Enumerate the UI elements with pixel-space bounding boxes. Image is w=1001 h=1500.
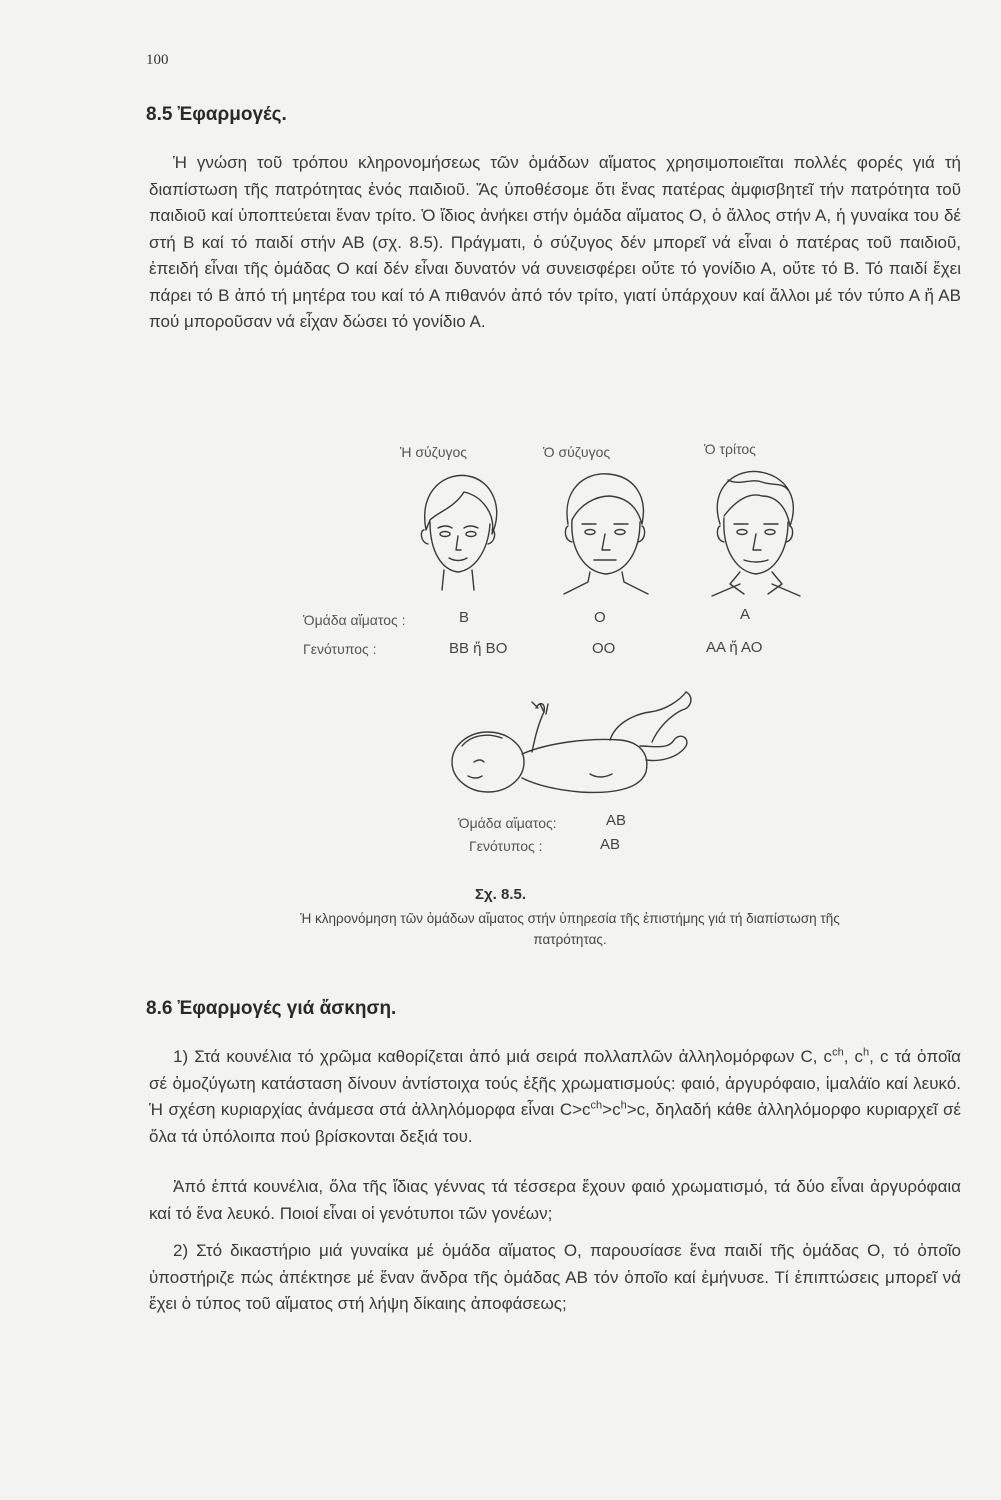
section-8-5-paragraph: Ἡ γνώση τοῦ τρόπου κληρονομήσεως τῶν ὁμάδων αἵματος χρησιμοποιεῖται πολλές φορές γιά τή διαπίστωση τῆς πατρότητας ἐνός παιδιοῦ. Ἄς ὑποθέσομε ὅτι ἕνας πατέρας ἀμφισβητεῖ τήν πατρότητα τοῦ παιδιοῦ καί ὑποπτεύεται ἕναν τρίτο. Ὁ ἴδιος ἀνήκει στήν ὁμάδα αἵματος Ο, ὁ ἄλλος στήν Α, ἡ γυναίκα του δέ στή Β καί τό παιδί στήν ΑΒ (σχ. 8.5). Πράγματι, ὁ σύζυγος δέν μπορεῖ νά εἶναι ὁ πατέρας τοῦ παιδιοῦ, ἐπειδή εἶναι τῆς ὁμάδας Ο καί δέν εἶναι δυνατόν νά συνεισφέρει οὔτε τό γονίδιο Α, οὔτε τό Β. Τό παιδί ἔχει πάρει τό Β ἀπό τή μητέρα του καί τό Α πιθανόν ἀπό τόν τρίτο, γιατί ὑπάρχουν καί ἄλλοι μέ τόν τύπο Α ἤ ΑΒ πού μποροῦσαν νά εἶχαν δώσει τό γονίδιο Α. — [149, 153, 961, 331]
superscript-h: h — [863, 1046, 870, 1059]
exercise-1-paragraph — [149, 1044, 961, 1150]
exercise-1-question: Ἀπό ἑπτά κουνέλια, ὅλα τῆς ἴδιας γέννας τά τέσσερα ἔχουν φαιό χρωματισμό, τά δύο εἶναι ἀργυρόφαια καί τό ἕνα λευκό. Ποιοί εἶναι οἱ γενότυποι τῶν γονέων; — [149, 1177, 961, 1223]
exercise-1-sep-2: >c — [602, 1100, 621, 1119]
superscript-h-2: h — [620, 1099, 627, 1112]
exercise-1-text-b: , c τά ὁποῖα σέ ὁμοζύγωτη κατάσταση δίνουν ἀντίστοιχα τούς ἑξῆς χρωματισμούς: φαιό, ἀργυρόφαιο, ἱμαλάϊο καί λευκό. Ἡ σχέση κυριαρχίας ἀνάμεσα στά ἀλληλόμορφα εἶναι C>c — [149, 1047, 962, 1119]
husband-label: Ὁ σύζυγος — [543, 444, 611, 460]
page-number: 100 — [146, 52, 169, 68]
wife-label: Ἡ σύζυγος — [400, 444, 468, 460]
superscript-ch-2: ch — [590, 1099, 603, 1112]
blood-group-row-label: Ὁμάδα αἵματος : — [303, 612, 406, 628]
section-heading-8-6: 8.6 Ἐφαρμογές γιά ἄσκηση. — [146, 998, 397, 1019]
baby-drawing — [440, 682, 700, 812]
third-man-face-drawing — [700, 466, 810, 600]
baby-genotype: ΑΒ — [600, 836, 621, 853]
wife-blood-group: Β — [459, 609, 470, 626]
section-heading-8-5: 8.5 Ἐφαρμογές. — [146, 104, 287, 125]
third-man-label: Ὁ τρίτος — [704, 441, 756, 457]
third-man-blood-group: Α — [740, 606, 751, 623]
baby-genotype-label: Γενότυπος : — [469, 838, 543, 854]
baby-blood-group-label: Ὁμάδα αἵματος: — [458, 815, 557, 831]
figure-caption-label: Σχ. 8.5. — [475, 886, 526, 903]
figure-caption-text: Ἡ κληρονόμηση τῶν ὁμάδων αἵματος στήν ὑπηρεσία τῆς ἐπιστήμης γιά τή διαπίστωση τῆς πατρότητας. — [300, 911, 840, 947]
wife-face-drawing — [408, 468, 508, 598]
exercise-1-sep-1: , c — [843, 1047, 864, 1066]
baby-blood-group: ΑΒ — [606, 812, 627, 829]
third-man-genotype: ΑΑ ἤ ΑΟ — [706, 639, 763, 656]
husband-blood-group: Ο — [594, 609, 606, 626]
exercise-1-text-a: 1) Στά κουνέλια τό χρῶμα καθορίζεται ἀπό μιά σειρά πολλαπλῶν ἀλληλομόρφων C, c — [173, 1047, 833, 1066]
wife-genotype: ΒΒ ἤ ΒΟ — [449, 640, 508, 657]
superscript-ch: ch — [832, 1046, 844, 1059]
husband-genotype: ΟΟ — [592, 640, 616, 657]
exercise-2-paragraph: 2) Στό δικαστήριο μιά γυναίκα μέ ὁμάδα αἵματος Ο, παρουσίασε ἕνα παιδί τῆς ὁμάδας Ο, τό ὁποῖο ὑποστήριζε πώς ἀπέκτησε μέ ἕναν ἄνδρα τῆς ὁμάδας ΑΒ τόν ὁποῖο καί ἐμήνυσε. Τί ἐπιπτώσεις μπορεῖ νά ἔχει ὁ τύπος τοῦ αἵματος στή λήψη δίκαιης ἀποφάσεως; — [149, 1241, 961, 1313]
husband-face-drawing — [550, 468, 660, 598]
exercise-1-text-c: >c, δηλαδή κάθε ἀλληλόμορφο κυριαρχεῖ σέ ὅλα τά ὑπόλοιπα πού βρίσκονται δεξιά του. — [149, 1100, 962, 1146]
genotype-row-label: Γενότυπος : — [303, 641, 377, 657]
